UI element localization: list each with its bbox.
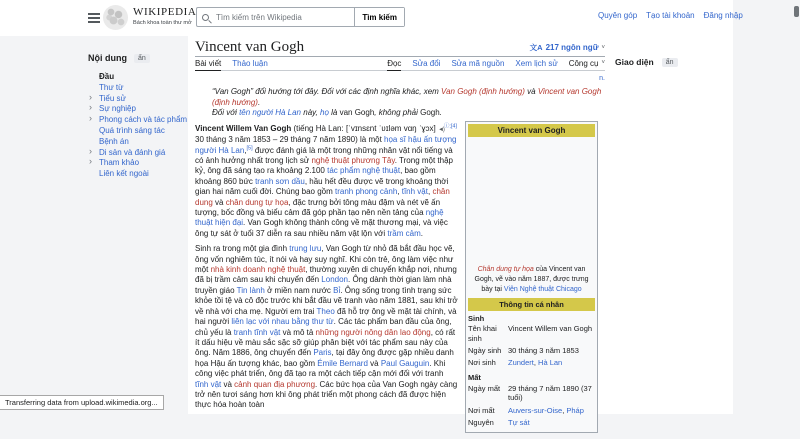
text-span: 30 tháng 3 năm 1853 [508,346,579,356]
text-span: Vincent Willem van Gogh [508,324,593,334]
text-link[interactable]: tĩnh vật [195,379,222,389]
text-span: , tại đây ông được gặp nhiều danh họa Hậu ấn tượng khác, bao gồm [195,348,454,368]
text-link[interactable]: liên lạc với nhau bằng thư từ [231,317,334,327]
toc-item-lien-ket-ngoai[interactable]: Liên kết ngoài [99,169,149,179]
text-link[interactable]: Theo [316,306,335,316]
text-link[interactable]: Hà Lan [538,358,563,368]
audio-icon[interactable]: ◄) [437,126,444,133]
text-link[interactable]: tranh phong cảnh [335,187,398,197]
article-body [195,87,605,427]
text-span: Đối với [212,108,240,118]
hatnote-disambiguation [212,87,602,108]
wikipedia-globe-icon [103,5,128,30]
text-span: . Các tác phẩm ban đầu của ông, chủ yếu là [195,317,452,337]
login-link[interactable]: Đăng nhập [703,11,743,20]
text-span: . [420,228,423,238]
toc-title: Nội dung [88,53,127,63]
text-link[interactable]: nghệ thuật hiện đại [195,208,444,228]
red-link[interactable]: chân dung tự họa [225,197,289,207]
toc-item-benh-an[interactable]: Bệnh án [99,136,129,146]
logo-tagline: Bách khoa toàn thư mở [133,20,192,26]
red-link[interactable]: cảnh quan địa phương [234,379,316,389]
text-link[interactable]: Tự sát [508,417,530,427]
table-of-contents [88,53,192,180]
text-span: Gogh [420,108,440,118]
language-button[interactable]: 文A 217 ngôn ngữ ˅ [529,43,605,52]
content-area [188,36,733,427]
top-bar [0,0,743,36]
toc-item-qua-trinh-sang-tac[interactable]: Quá trình sáng tác [99,125,165,135]
text-span: Vincent Willem Van Gogh [195,123,292,133]
text-span: , [397,187,402,197]
page-title: Vincent van Gogh [195,39,305,55]
toc-hide-button[interactable]: ẩn [134,54,150,63]
chevron-down-icon: ˅ [601,60,605,66]
text-span: và [212,197,226,207]
hatnote-naming [212,108,602,119]
donate-link[interactable]: Quyên góp [598,11,638,20]
infobox-caption [468,264,595,298]
text-span: (tiếng Hà Lan: [ˈvɪnsɛnt ˈʋɪləm vɑŋ ˈɣɔx] [291,123,438,133]
text-span: , thường xuyên di chuyển khắp nơi, nhưng đã bị trầm cảm sau khi chuyển đến [195,265,457,285]
toc-item-tham-khao[interactable]: › Tham khảo [89,156,140,168]
tab-tools[interactable]: Công cụ ˅ [568,59,605,68]
infobox-group-birth: Sinh [468,313,485,323]
infobox-row: Ngày mất 29 tháng 7 năm 1890 (37 tuổi) [468,383,592,403]
text-span: là [328,108,340,118]
text-link[interactable]: Tin lành [236,285,265,295]
text-span: , [427,187,433,197]
red-link[interactable]: nghệ thuật phương Tây [311,156,395,165]
toc-item-tieu-su[interactable]: › Tiểu sử [89,91,126,103]
text-link[interactable]: Zundert [508,358,534,368]
article-tab-bar [195,57,605,71]
text-link[interactable]: người Hà Lan [195,145,245,155]
text-link[interactable]: Bỉ [333,285,341,295]
create-account-link[interactable]: Tạo tài khoản [646,11,695,20]
language-icon: 文A [529,43,543,52]
infobox [465,121,598,433]
infobox-row: Tên khai sinh Vincent Willem van Gogh [468,324,593,343]
text-span: . [257,97,261,107]
text-link[interactable]: tên người Hà Lan [239,108,302,118]
text-span: , [533,358,539,368]
infobox-row: Ngày sinh 30 tháng 3 năm 1853 [468,346,579,356]
reference-sup[interactable]: ⓘ;[4] [443,123,458,130]
text-span: và [367,358,381,368]
toc-item-thu-tu[interactable]: Thư từ [99,82,124,92]
red-link[interactable]: Chân dung tự họa [477,265,534,273]
tab-article[interactable]: Bài viết [195,57,221,71]
text-link[interactable]: Auvers-sur-Oise [508,405,563,415]
text-span: . Ông sống trong tình trạng sức khỏe tồi tệ và cô độc trước khi bắt đầu vẽ tranh vào năm 1881, sau khi trở về nhà với cha mẹ. Người em trai [195,285,458,316]
reference-sup[interactable]: [5] [246,144,253,151]
expand-icon[interactable]: › [89,91,92,102]
infobox-row: Nơi sinh Zundert, Hà Lan [468,358,563,368]
red-link[interactable]: chân dung [195,187,450,207]
text-span: 29 tháng 7 năm 1890 (37 tuổi) [508,383,592,403]
toc-item-phong-cach[interactable]: › Phong cách và tác phẩm [89,113,188,125]
expand-icon[interactable]: › [89,145,92,156]
infobox-image-placeholder [468,137,595,264]
appearance-title: Giao diện [615,57,654,67]
text-link[interactable]: Viện Nghệ thuật Chicago [503,285,582,293]
text-link[interactable]: tranh tĩnh vật [233,327,281,337]
tab-talk[interactable]: Thảo luận [232,58,268,68]
red-link[interactable]: nhà kinh doanh nghệ thuật [210,265,306,275]
text-span: . Van Gogh không thành công về mặt thương mại, và việc ông tự sát ở tuổi 37 diễn ra sau nhiều năm vật lộn với [195,218,448,238]
browser-status-bar: Transferring data from upload.wikimedia.org... [0,395,164,410]
infobox-title: Vincent van Gogh [468,124,595,137]
expand-icon[interactable]: › [89,113,92,124]
text-span: van Gogh [339,108,375,118]
menu-icon[interactable] [88,13,100,15]
text-span: , [244,145,247,155]
text-span: . Trong một thập kỷ, ông đã sáng tạo ra khoảng 2.100 [195,156,453,176]
text-span: “Van Gogh” đổi hướng tới đây. Đối với các định nghĩa khác, xem [212,87,442,96]
infobox-row: Nguyên Tự sát [468,417,530,427]
text-span: , bao gồm khoảng 860 bức [195,166,436,186]
text-span: 30 tháng 3 năm 1853 – 29 tháng 7 năm 1890) là một [195,135,385,145]
text-span: , hầu hết đều được vẽ trong khoảng thời gian hai năm cuối đời. Chúng bao gồm [195,176,449,197]
text-link[interactable]: Émile Bernard [317,358,368,368]
text-span: , có rất ít dấu hiệu về màu sắc sặc sỡ giúp phân biệt với tác phẩm sau này của ông. Năm 1886, ông chuyển đến [195,327,456,358]
text-link[interactable]: trung lưu [289,244,322,254]
infobox-row: Nơi mất Auvers-sur-Oise, Pháp [468,405,584,415]
text-link[interactable]: Paris [313,348,332,358]
search-box [196,7,405,27]
text-span: và mô tả [280,327,316,337]
user-links [598,11,743,20]
expand-icon[interactable]: › [89,156,92,167]
text-link[interactable]: Paul Gauguin [380,358,430,368]
text-span: đã hỗ trợ ông về mặt tài chính, và hai người [195,306,457,327]
text-span: . Ông dành thời gian làm nhà truyền giáo [195,275,452,295]
text-link[interactable]: họa sĩ hậu ấn tượng [384,135,457,145]
toc-item-dau[interactable]: Đầu [99,72,115,81]
text-link[interactable]: tranh sơn dầu [255,176,305,186]
text-link[interactable]: tác phẩm nghệ thuật [327,166,401,176]
logo-wordmark: WIKIPEDIA [133,6,197,18]
expand-icon[interactable]: › [89,102,92,113]
tab-edit-source[interactable]: Sửa mã nguồn [451,58,505,68]
text-span: Sinh ra trong một gia đình [195,244,290,254]
red-link[interactable]: Vincent van Gogh (định hướng) [212,87,602,107]
text-link[interactable]: trầm cảm [387,228,421,238]
search-input[interactable] [214,12,354,23]
text-span: . Các bức họa của Van Gogh ngày càng trở nên tươi sáng hơn khi ông phát triển một phong cách đã được hiện thực hóa hoàn toàn [195,379,458,410]
wikipedia-logo[interactable] [103,5,196,30]
appearance-panel [615,57,678,67]
chevron-down-icon: ˅ [601,44,605,51]
toc-item-su-nghiep[interactable]: › Sự nghiệp [89,102,136,114]
text-span: . Khi công việc phát triển, ông đã tạo ra một cách tiếp cận mới đối với tranh [195,358,446,379]
text-span: , không phải [374,108,421,118]
tab-read[interactable]: Đọc [387,57,401,71]
text-span: ở miền nam nước [264,285,334,295]
red-link[interactable]: những người nông dân lao động [315,327,431,337]
text-span: của Vincent van Gogh, vẽ vào năm 1887, được trưng bày tại [474,265,589,293]
tab-edit[interactable]: Sửa đổi [412,58,441,68]
red-link[interactable]: Van Gogh (định hướng) [441,87,525,96]
infobox-section-header: Thông tin cá nhân [468,298,595,311]
text-span: , Van Gogh từ nhỏ đã bắt đầu học vẽ, ông vốn nghiêm túc, ít nói và hay suy nghĩ. Khi còn trẻ, ông làm việc như một [195,244,455,275]
search-icon [202,14,209,21]
text-fragment: n. [599,75,605,82]
toc-item-di-san[interactable]: › Di sản và đánh giá [89,145,166,157]
text-span: . [439,108,442,118]
text-span: , đặc trưng bởi tông màu đậm và nét vẽ ấn tượng, bốc đồng và biểu cảm đã góp phần tạo nên nền tảng của [195,197,441,218]
infobox-group-death: Mất [468,373,481,383]
text-link[interactable]: họ [320,108,329,118]
text-span: và [221,379,235,389]
search-button[interactable]: Tìm kiếm [354,8,404,26]
text-span: , [562,405,567,415]
tab-history[interactable]: Xem lịch sử [515,58,558,68]
scrollbar-thumb[interactable] [794,6,799,17]
text-link[interactable]: London [321,275,348,285]
text-span: này, [301,108,320,118]
text-span: được đánh giá là một trong những nhân vật nổi tiếng và có ảnh hưởng nhất trong lịch sử [195,145,453,165]
text-span: và [524,87,538,96]
text-link[interactable]: Pháp [566,405,584,415]
appearance-hide-button[interactable]: ẩn [662,58,678,67]
text-link[interactable]: tĩnh vật [401,187,428,197]
